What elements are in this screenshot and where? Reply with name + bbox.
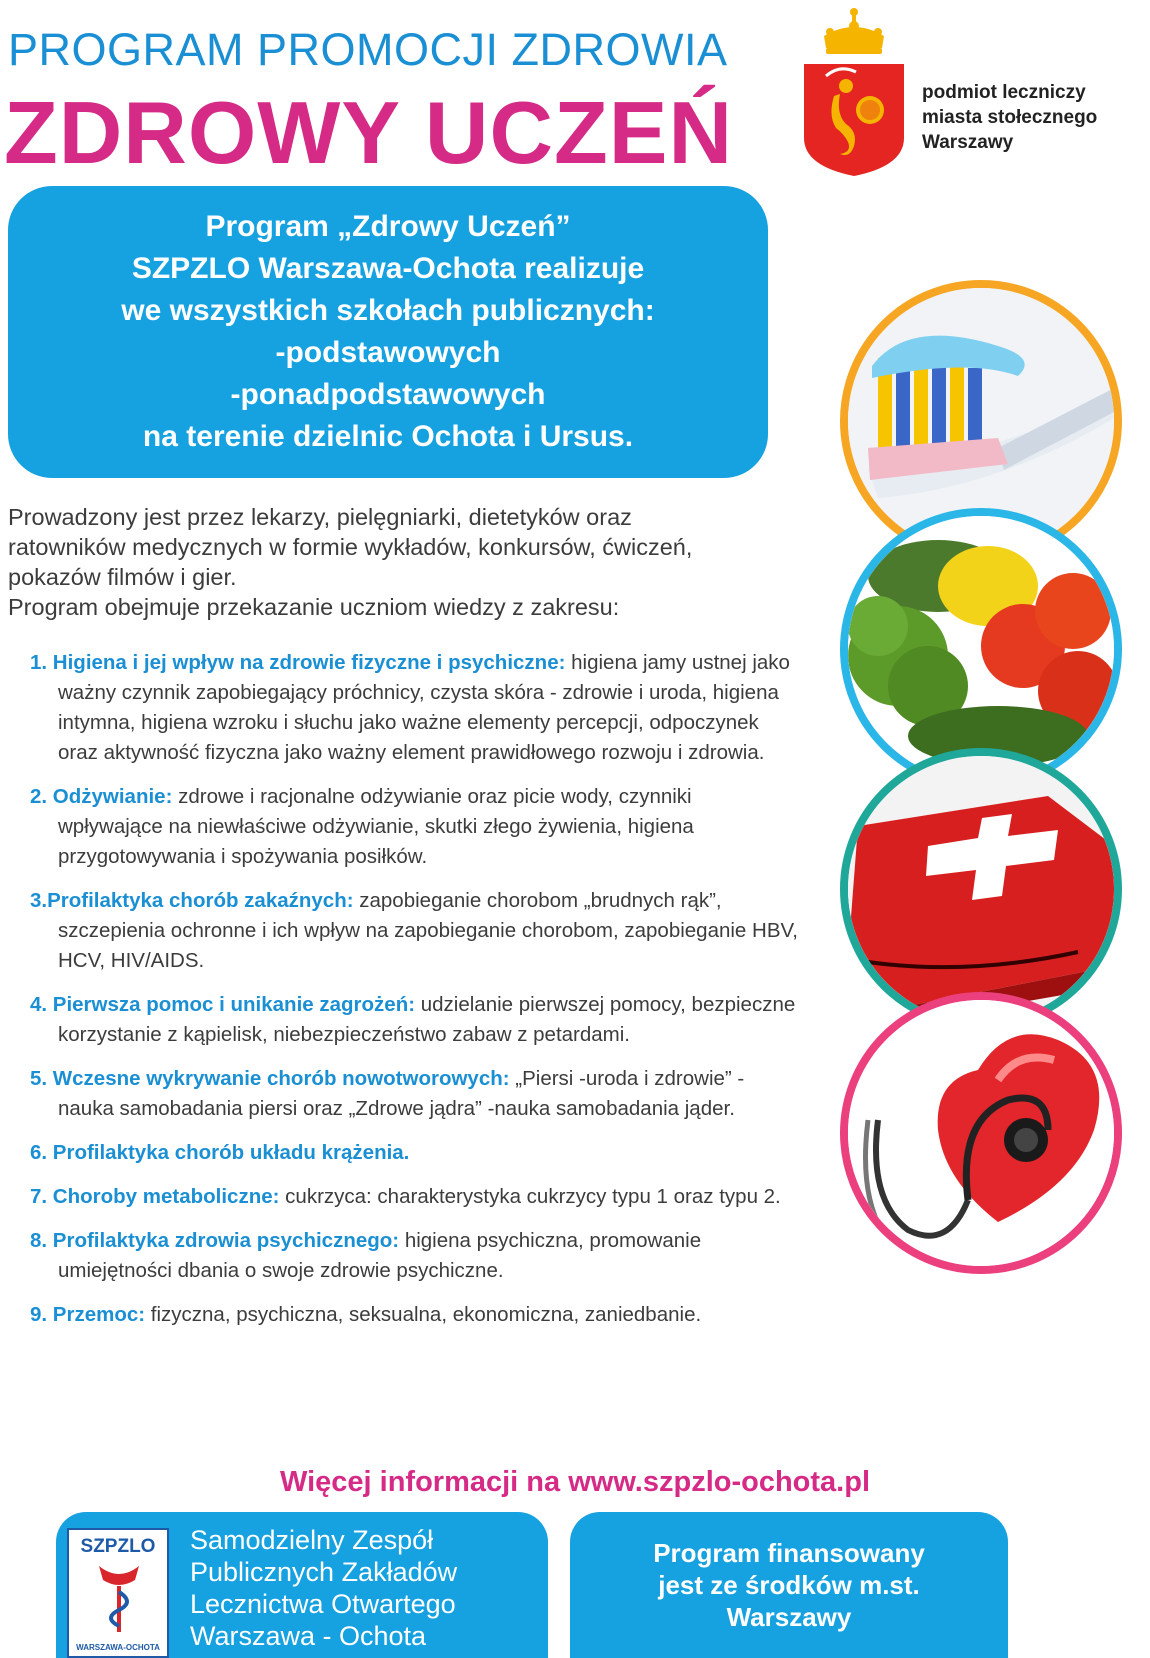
funding-box	[570, 1512, 1008, 1658]
list-item	[30, 1300, 800, 1330]
caduceus-icon	[95, 1562, 143, 1634]
list-item	[30, 990, 800, 1050]
list-item	[30, 1226, 800, 1286]
topic-heading: 6. Profilaktyka chorób układu krążenia.	[30, 1141, 410, 1164]
topic-heading: 9. Przemoc:	[30, 1303, 146, 1326]
topic-heading: 5. Wczesne wykrywanie chorób nowotworowych:	[30, 1067, 510, 1090]
intro-text: Program „Zdrowy Uczeń” SZPZLO Warszawa-Ochota realizuje we wszystkich szkołach publicznych: -podstawowych -ponadpodstawowych na terenie dzielnic Ochota i Ursus.	[121, 210, 655, 453]
intro-paragraph: Prowadzony jest przez lekarzy, pielęgniarki, dietetyków oraz ratowników medycznych w formie wykładów, konkursów, ćwiczeń, pokazów filmów i gier. Program obejmuje przekazanie uczniom wiedzy z zakresu:	[8, 504, 693, 620]
page-title: ZDROWY UCZEŃ	[4, 83, 734, 182]
topic-description: higiena psychiczna, promowanie umiejętności dbania o swoje zdrowie psychiczne.	[58, 1229, 702, 1282]
list-item	[30, 886, 800, 976]
topics-list	[30, 648, 800, 1344]
topic-description: „Piersi -uroda i zdrowie” - nauka samobadania piersi oraz „Zdrowe jądra” -nauka samobadania jąder.	[58, 1067, 745, 1120]
topic-heading: 4. Pierwsza pomoc i unikanie zagrożeń:	[30, 993, 416, 1016]
topic-description: zdrowe i racjonalne odżywianie oraz picie wody, czynniki wpływające na niewłaściwe odżywianie, skutki złego żywienia, higiena przygotowywania i spożywania posiłków.	[58, 785, 694, 868]
szpzlo-logo	[67, 1528, 169, 1658]
topic-heading: 7. Choroby metaboliczne:	[30, 1185, 280, 1208]
topic-heading: 8. Profilaktyka zdrowia psychicznego:	[30, 1229, 400, 1252]
heart-stethoscope-image	[840, 992, 1122, 1274]
list-item	[30, 1138, 800, 1168]
topic-heading: 3.Profilaktyka chorób zakaźnych:	[30, 889, 354, 912]
topic-heading: 1. Higiena i jej wpływ na zdrowie fizyczne i psychiczne:	[30, 651, 566, 674]
szpzlo-logo-caption: WARSZAWA-OCHOTA	[76, 1643, 160, 1652]
program-kicker: PROGRAM PROMOCJI ZDROWIA	[8, 24, 728, 75]
topic-description: udzielanie pierwszej pomocy, bezpieczne korzystanie z kąpielisk, niebezpieczeństwo zabaw z petardami.	[58, 993, 796, 1046]
heart-stethoscope-icon	[848, 1000, 1114, 1266]
crest-caption: podmiot leczniczy miasta stołecznego Warszawy	[922, 82, 1098, 153]
first-aid-kit-icon	[848, 756, 1114, 1022]
intro-box	[8, 186, 768, 478]
funding-text: Program finansowany jest ze środków m.st. Warszawy	[653, 1538, 925, 1632]
topic-description: zapobieganie chorobom „brudnych rąk”, szczepienia ochronne i ich wpływ na zapobieganie chorobom, zapobieganie HBV, HCV, HIV/AIDS.	[58, 889, 798, 972]
more-info-link[interactable]: Więcej informacji na www.szpzlo-ochota.pl	[279, 1466, 871, 1498]
list-item	[30, 648, 800, 768]
topic-description: cukrzyca: charakterystyka cukrzycy typu 1 oraz typu 2.	[279, 1185, 781, 1208]
topic-description: fizyczna, psychiczna, seksualna, ekonomiczna, zaniedbanie.	[145, 1303, 702, 1326]
organization-box	[56, 1512, 548, 1658]
first-aid-kit-image	[840, 748, 1122, 1030]
vegetables-icon	[848, 516, 1114, 782]
list-item	[30, 1064, 800, 1124]
szpzlo-logo-text: SZPZLO	[80, 1536, 156, 1557]
organization-name: Samodzielny Zespół Publicznych Zakładów Lecznictwa Otwartego Warszawa - Ochota	[190, 1525, 458, 1651]
topic-heading: 2. Odżywianie:	[30, 785, 173, 808]
list-item	[30, 782, 800, 872]
list-item	[30, 1182, 800, 1212]
warsaw-crest-icon	[800, 6, 908, 176]
topic-description: higiena jamy ustnej jako ważny czynnik zapobiegający próchnicy, czysta skóra - zdrowie i uroda, higiena intymna, higiena wzroku i słuchu jako ważne elementy percepcji, odpoczynek oraz aktywność fizyczna jako ważny element prawidłowego rozwoju i zdrowia.	[58, 651, 790, 764]
